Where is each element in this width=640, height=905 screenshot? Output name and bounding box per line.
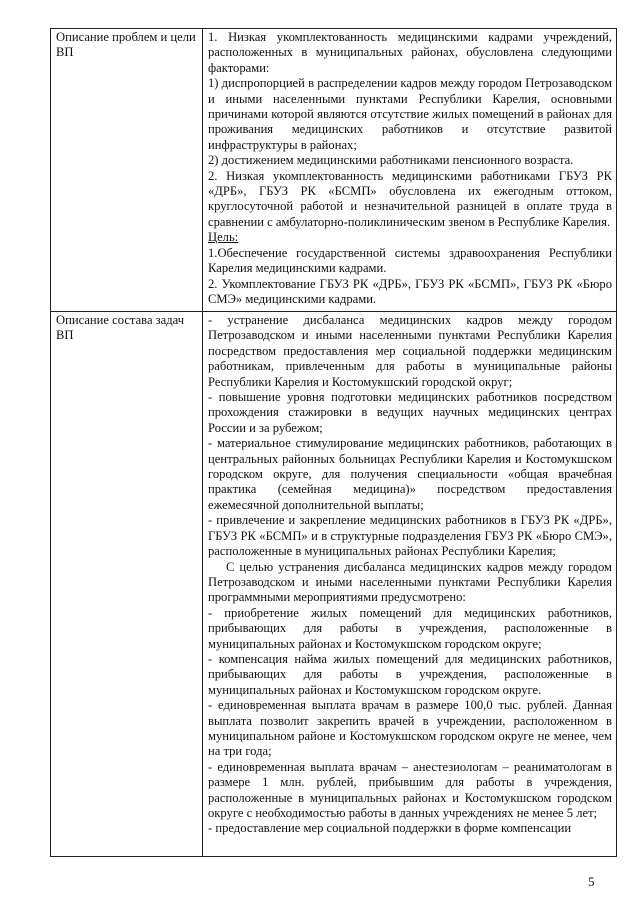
row-label-tasks: Описание состава задач ВП <box>51 312 203 857</box>
paragraph: 1) диспропорцией в распределении кадров между городом Петрозаводском и иными населенными пунктами Республики Карелия, основными причинами которой являются отсутствие жилых помещений в районах для проживания медицинских работников и отсутствие развитой инфраструктуры в районах; <box>208 76 612 152</box>
goal-heading: Цель: <box>208 230 239 245</box>
paragraph: - повышение уровня подготовки медицинских работников посредством прохождения стажировки в ведущих научных медицинских центрах России и за рубежом; <box>208 390 612 435</box>
page-number: 5 <box>588 874 595 889</box>
paragraph: - предоставление мер социальной поддержки в форме компенсации <box>208 821 572 836</box>
paragraph: - устранение дисбаланса медицинских кадров между городом Петрозаводском и иными населенными пунктами Республики Карелия посредством предоставления мер социальной поддержки медицинским работникам, привлеченным для работы в муниципальные районы Республики Карелия и Костомукшский городской округ; <box>208 313 612 389</box>
paragraph: - единовременная выплата врачам – анестезиологам – реаниматологам в размере 1 млн. рублей, прибывшим для работы в учреждения, расположенные в муниципальных районах и Костомукшском городском округе с необходимостью работы в данных учреждениях не менее 5 лет; <box>208 759 612 820</box>
row-content-tasks <box>203 312 617 857</box>
passport-table <box>50 28 617 857</box>
table-row <box>51 29 617 312</box>
paragraph: С целью устранения дисбаланса медицинских кадров между городом Петрозаводском и иными населенными пунктами Республики Карелия программными мероприятиями предусмотрено: <box>208 559 612 605</box>
paragraph: 1. Низкая укомплектованность медицинскими кадрами учреждений, расположенных в муниципальных районах, обусловлена следующими факторами: <box>208 30 612 75</box>
row-label-problems: Описание проблем и цели ВП <box>51 29 203 312</box>
table-row <box>51 312 617 857</box>
paragraph: 2. Укомплектование ГБУЗ РК «ДРБ», ГБУЗ РК «БСМП», ГБУЗ РК «Бюро СМЭ» медицинскими кадрами. <box>208 276 612 306</box>
paragraph: 2) достижением медицинскими работниками пенсионного возраста. <box>208 153 574 168</box>
paragraph: 2. Низкая укомплектованность медицинскими работниками ГБУЗ РК «ДРБ», ГБУЗ РК «БСМП» обусловлена их ежегодным оттоком, круглосуточной работой и незначительной разницей в оплате труда в сравнении с амбулаторно-поликлиническим звеном в Республике Карелия. <box>208 168 612 229</box>
paragraph: - привлечение и закрепление медицинских работников в ГБУЗ РК «ДРБ», ГБУЗ РК «БСМП» и в структурные подразделения ГБУЗ РК «Бюро СМЭ», расположенные в муниципальных районах Республики Карелия; <box>208 513 612 559</box>
paragraph: - материальное стимулирование медицинских работников, работающих в центральных районных больницах Республики Карелия и Костомукшском городском округе, для получения специальности «общая врачебная практика (семейная медицина)» посредством предоставления ежемесячной дополнительной выплаты; <box>208 436 612 512</box>
paragraph: 1.Обеспечение государственной системы здравоохранения Республики Карелия медицинскими кадрами. <box>208 245 612 276</box>
paragraph: - компенсация найма жилых помещений для медицинских работников, прибывающих для работы в учреждения, расположенные в муниципальных районах и Костомукшском городском округе. <box>208 651 612 697</box>
row-content-problems <box>203 29 617 312</box>
paragraph: - приобретение жилых помещений для медицинских работников, прибывающих для работы в учреждения, расположенные в муниципальных районах и Костомукшском городском округе; <box>208 605 612 651</box>
paragraph: - единовременная выплата врачам в размере 100,0 тыс. рублей. Данная выплата позволит закрепить врачей в учреждении, расположенном в муниципальном районе и Костомукшском городском округе не менее, чем на три года; <box>208 698 612 759</box>
